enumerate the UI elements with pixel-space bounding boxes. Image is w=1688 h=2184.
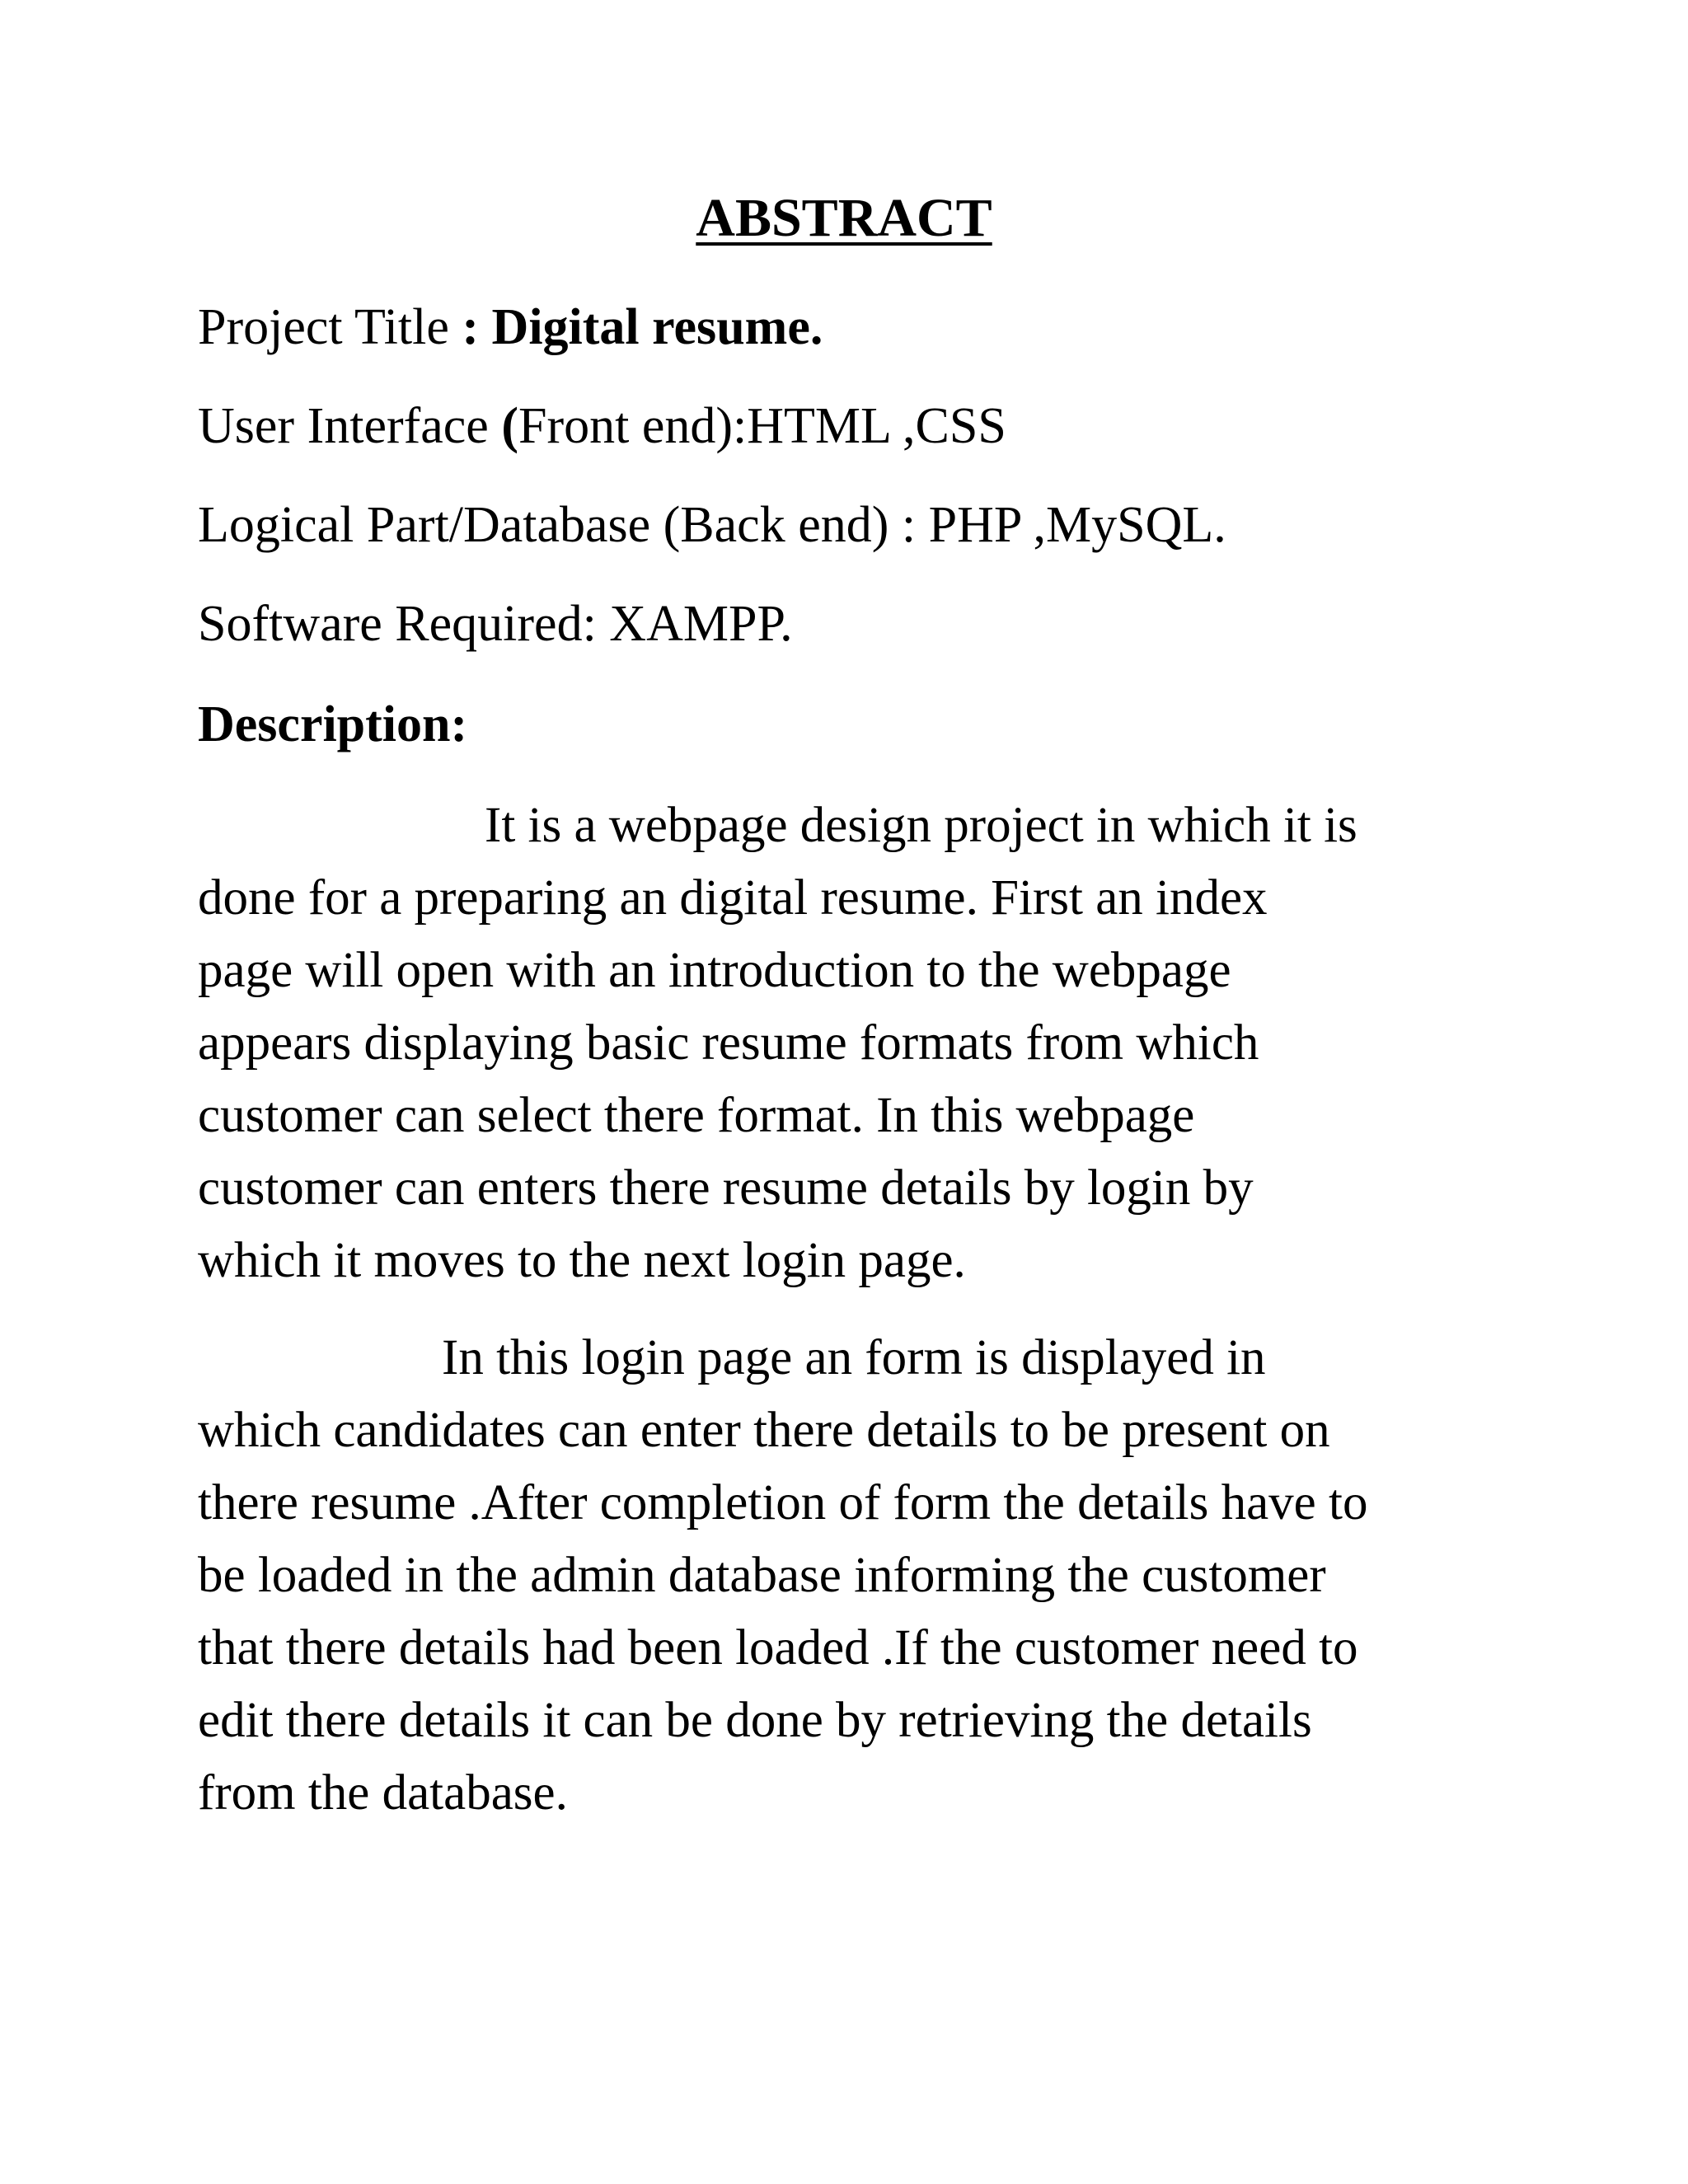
project-title-value: Digital resume.: [491, 299, 823, 355]
paragraph-line: which candidates can enter there details to be present on: [198, 1403, 1330, 1458]
paragraph-line: that there details had been loaded .If the customer need to: [198, 1620, 1358, 1675]
paragraph-line: there resume .After completion of form the details have to: [198, 1475, 1368, 1530]
project-title-separator: :: [462, 299, 492, 355]
user-interface-value: Front end):HTML ,CSS: [518, 398, 1006, 454]
user-interface-paren: (: [501, 398, 518, 454]
software-required-line: Software Required: XAMPP.: [198, 596, 793, 652]
description-heading: Description:: [198, 696, 468, 752]
paragraph-line: be loaded in the admin database informing the customer: [198, 1548, 1326, 1603]
description-paragraph-2: [198, 1322, 1500, 1830]
paragraph-line: which it moves to the next login page.: [198, 1233, 966, 1288]
paragraph-line: from the database.: [198, 1765, 568, 1821]
user-interface-label: User Interface: [198, 398, 502, 454]
paragraph-line: edit there details it can be done by retrieving the details: [198, 1693, 1312, 1748]
paragraph-line: customer can enters there resume details by login by: [198, 1160, 1254, 1216]
paragraph-line: appears displaying basic resume formats from which: [198, 1015, 1259, 1071]
document-title: ABSTRACT: [696, 188, 992, 248]
paragraph-line: It is a webpage design project in which it is: [485, 798, 1357, 853]
logical-part-line: Logical Part/Database (Back end) : PHP ,MySQL.: [198, 497, 1226, 553]
project-title-line: [198, 299, 823, 355]
project-title-label: Project Title: [198, 299, 462, 355]
paragraph-line: page will open with an introduction to the webpage: [198, 943, 1231, 998]
paragraph-line: customer can select there format. In this webpage: [198, 1088, 1195, 1143]
paragraph-line: done for a preparing an digital resume. First an index: [198, 870, 1268, 926]
paragraph-line: In this login page an form is displayed in: [442, 1330, 1266, 1385]
description-paragraph-1: [198, 790, 1500, 1297]
user-interface-line: [198, 398, 1006, 454]
